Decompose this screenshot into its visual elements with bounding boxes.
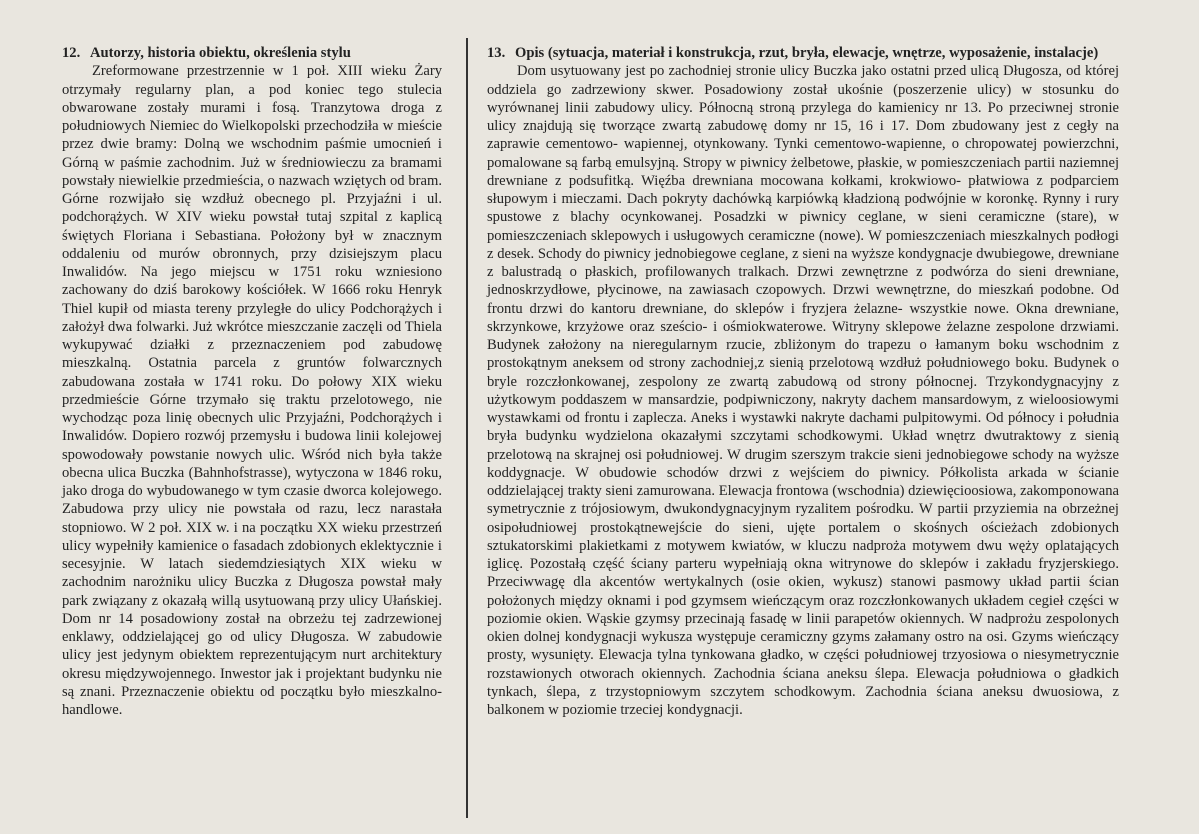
section-13-number: 13. [487, 45, 506, 61]
section-13-heading [487, 44, 1119, 62]
section-12-body: Zreformowane przestrzennie w 1 poł. XIII wieku Żary otrzymały regularny plan, a pod koniec tego stulecia obwarowane zostały murami i fosą. Tranzytowa droga z południowych Niemiec do Wielkopolski przechodziła w mieście przez dwie bramy: Dolną we wschodnim paśmie umocnień i Górną w paśmie zachodnim. Już w średniowieczu za bramami powstały niewielkie przedmieścia, o nazwach wziętych od bram. Górne rozwijało się wzdłuż obecnego pl. Przyjaźni i ul. podchorążych. W XIV wieku powstał tutaj szpital z kaplicą świętych Floriana i Sebastiana. Położony był w znacznym oddaleniu od murów obronnych, przy dzisiejszym placu Inwalidów. Na jego miejscu w 1751 roku wzniesiono zachowany do dziś barokowy kościółek. W 1666 roku Henryk Thiel kupił od miasta tereny przyległe do ulicy Podchorążych i założył dwa folwarki. Już wkrótce mieszczanie zaczęli od Thiela wykupywać działki z przeznaczeniem pod zabudowę mieszkalną. Ostatnia parcela z gruntów folwarcznych zabudowana została w 1741 roku. Do połowy XIX wieku przedmieście Górne trzymało się traktu przelotowego, nie wychodząc poza linię obecnych ulic Przyjaźni, Podchorążych i Inwalidów. Dopiero rozwój przemysłu i budowa linii kolejowej spowodowały powstanie nowych ulic. Wśród nich była także obecna ulica Buczka (Bahnhofstrasse), wytyczona w 1846 roku, jako droga do wybudowanego w tym czasie dworca kolejowego. Zabudowa przy ulicy nie powstała od razu, lecz narastała stopniowo. W 2 poł. XIX w. i na początku XX wieku przestrzeń ulicy wypełniły kamienice o fasadach zdobionych eklektycznie i secesyjnie. W latach siedemdziesiątych XIX wieku w zachodnim narożniku ulicy Buczka z Długosza powstał mały park związany z okazałą willą usytuowaną przy ulicy Ułańskiej. Dom nr 14 posadowiony został na obrzeżu tej zadrzewionej enklawy, oddzielającej go od ulicy Długosza. W zabudowie ulicy jest jedynym obiektem reprezentującym nurt architektury okresu międzywojennego. Inwestor jak i projektant budynku nie są znani. Przeznaczenie obiektu od początku było mieszkalno- handlowe. [62, 63, 442, 718]
section-12-heading [62, 44, 442, 62]
section-12 [62, 44, 442, 719]
section-12-number: 12. [62, 45, 81, 61]
section-13 [487, 44, 1119, 719]
section-13-body: Dom usytuowany jest po zachodniej stronie ulicy Buczka jako ostatni przed ulicą Długosza, od której oddziela go zadrzewiony skwer. Posadowiony został ukośnie (poszerzenie ulicy) w stosunku do wyrównanej linii zabudowy ulicy. Północną stroną przylega do kamienicy nr 13. Po przeciwnej stronie ulicy znajdują się tworzące zwartą zabudowę domy nr 15, 16 i 17. Dom zbudowany jest z cegły na zaprawie cementowo- wapiennej, otynkowany. Tynki cementowo-wapienne, o chropowatej powierzchni, pomalowane są farbą emulsyjną. Stropy w piwnicy żelbetowe, płaskie, w pomieszczeniach partii naziemnej drewniane z podsufitką. Więźba drewniana mocowana kołkami, krokwiowo- płatwiowa z podparciem słupowym i mieczami. Dach pokryty dachówką karpiówką kładzioną podwójnie w koronkę. Rynny i rury spustowe z blachy ocynkowanej. Posadzki w piwnicy ceglane, w sieni ceramiczne (stare), w pomieszczeniach sklepowych i usługowych ceramiczne (nowe). W pomieszczeniach mieszkalnych podłogi z desek. Schody do piwnicy jednobiegowe ceglane, z sieni na wyższe kondygnacje dwubiegowe, drewniane z balustradą o płaskich, profilowanych tralkach. Drzwi zewnętrzne z podwórza do sieni drewniane, jednoskrzydłowe, płycinowe, na zawiasach czopowych. Drzwi wewnętrzne, do mieszkań podobne. Od frontu drzwi do kantoru drewniane, do sklepów i fryzjera żelazne- wszystkie nowe. Okna drewniane, skrzynkowe, krzyżowe oraz sześcio- i ośmiokwaterowe. Witryny sklepowe żelazne zespolone drzwiami. Budynek założony na nieregularnym rzucie, zbliżonym do trapezu o łamanym boku wschodnim z prostokątnym aneksem od strony zachodniej,z sienią przelotową wzdłuż południowego boku. Budynek o bryle rozczłonkowanej, zespolony ze zwartą zabudową od strony północnej. Trzykondygnacyjny z użytkowym poddaszem w mansardzie, podpiwniczony, nakryty dachem mansardowym, z wieloosiowymi wystawkami od frontu i zaplecza. Aneks i wystawki nakryte dachami pulpitowymi. Od północy i południa bryła budynku wydzielona okazałymi szczytami schodkowymi. Układ wnętrz dwutraktowy z sienią przelotową na skrajnej osi południowej. W drugim szerszym trakcie sieni jednobiegowe schody na wyższe koddygnacje. W obudowie schodów drzwi z wejściem do piwnicy. Półkolista arkada w ścianie oddzielającej trakty sieni zamurowana. Elewacja frontowa (wschodnia) dziewięcioosiowa, zakomponowana symetrycznie z trójosiowym, dwukondygnacyjnym ryzalitem pośrodku. W partii przyziemia na obrzeżnej osipołudniowej prostokątnewejście do sieni, ujęte portalem o skośnych ościeżach zdobionych sztukatorskimi plakietkami z motywem kwiatów, w kluczu nadproża motywem dwu węży oplatających iglicę. Pozostałą część ściany parteru wypełniają okna witrynowe do sklepów i zakładu fryzjerskiego. Przeciwwagę dla akcentów wertykalnych (osie okien, wykusz) stanowi pasmowy układ partii ścian położonych między oknami i pod gzymsem wieńczącym oraz rozczłonkowanych układem cegieł części w poziomie okien. Wąskie gzymsy przecinają fasadę w linii parapetów okiennych. W nadprożu zespolonych okien dolnej kondygnacji wykusza występuje ceramiczny gzyms załamany ostro na osi. Gzyms wieńczący prosty, wysunięty. Elewacja tylna tynkowana gładko, w części południowej trzyosiowa o niesymetrycznie rozstawionych otworach okiennych. Zachodnia ściana aneksu ślepa. Elewacja południowa o gładkich tynkach, ślepa, z trzystopniowym szczytem schodkowym. Zachodnia ściana aneksu dwuosiowa, z balkonem w poziomie trzeciej kondygnacji. [487, 63, 1119, 718]
column-divider [466, 38, 468, 818]
section-13-title: Opis (sytuacja, materiał i konstrukcja, rzut, bryła, elewacje, wnętrze, wyposażenie, instalacje) [515, 45, 1099, 61]
section-12-title: Autorzy, historia obiektu, określenia stylu [90, 45, 351, 61]
